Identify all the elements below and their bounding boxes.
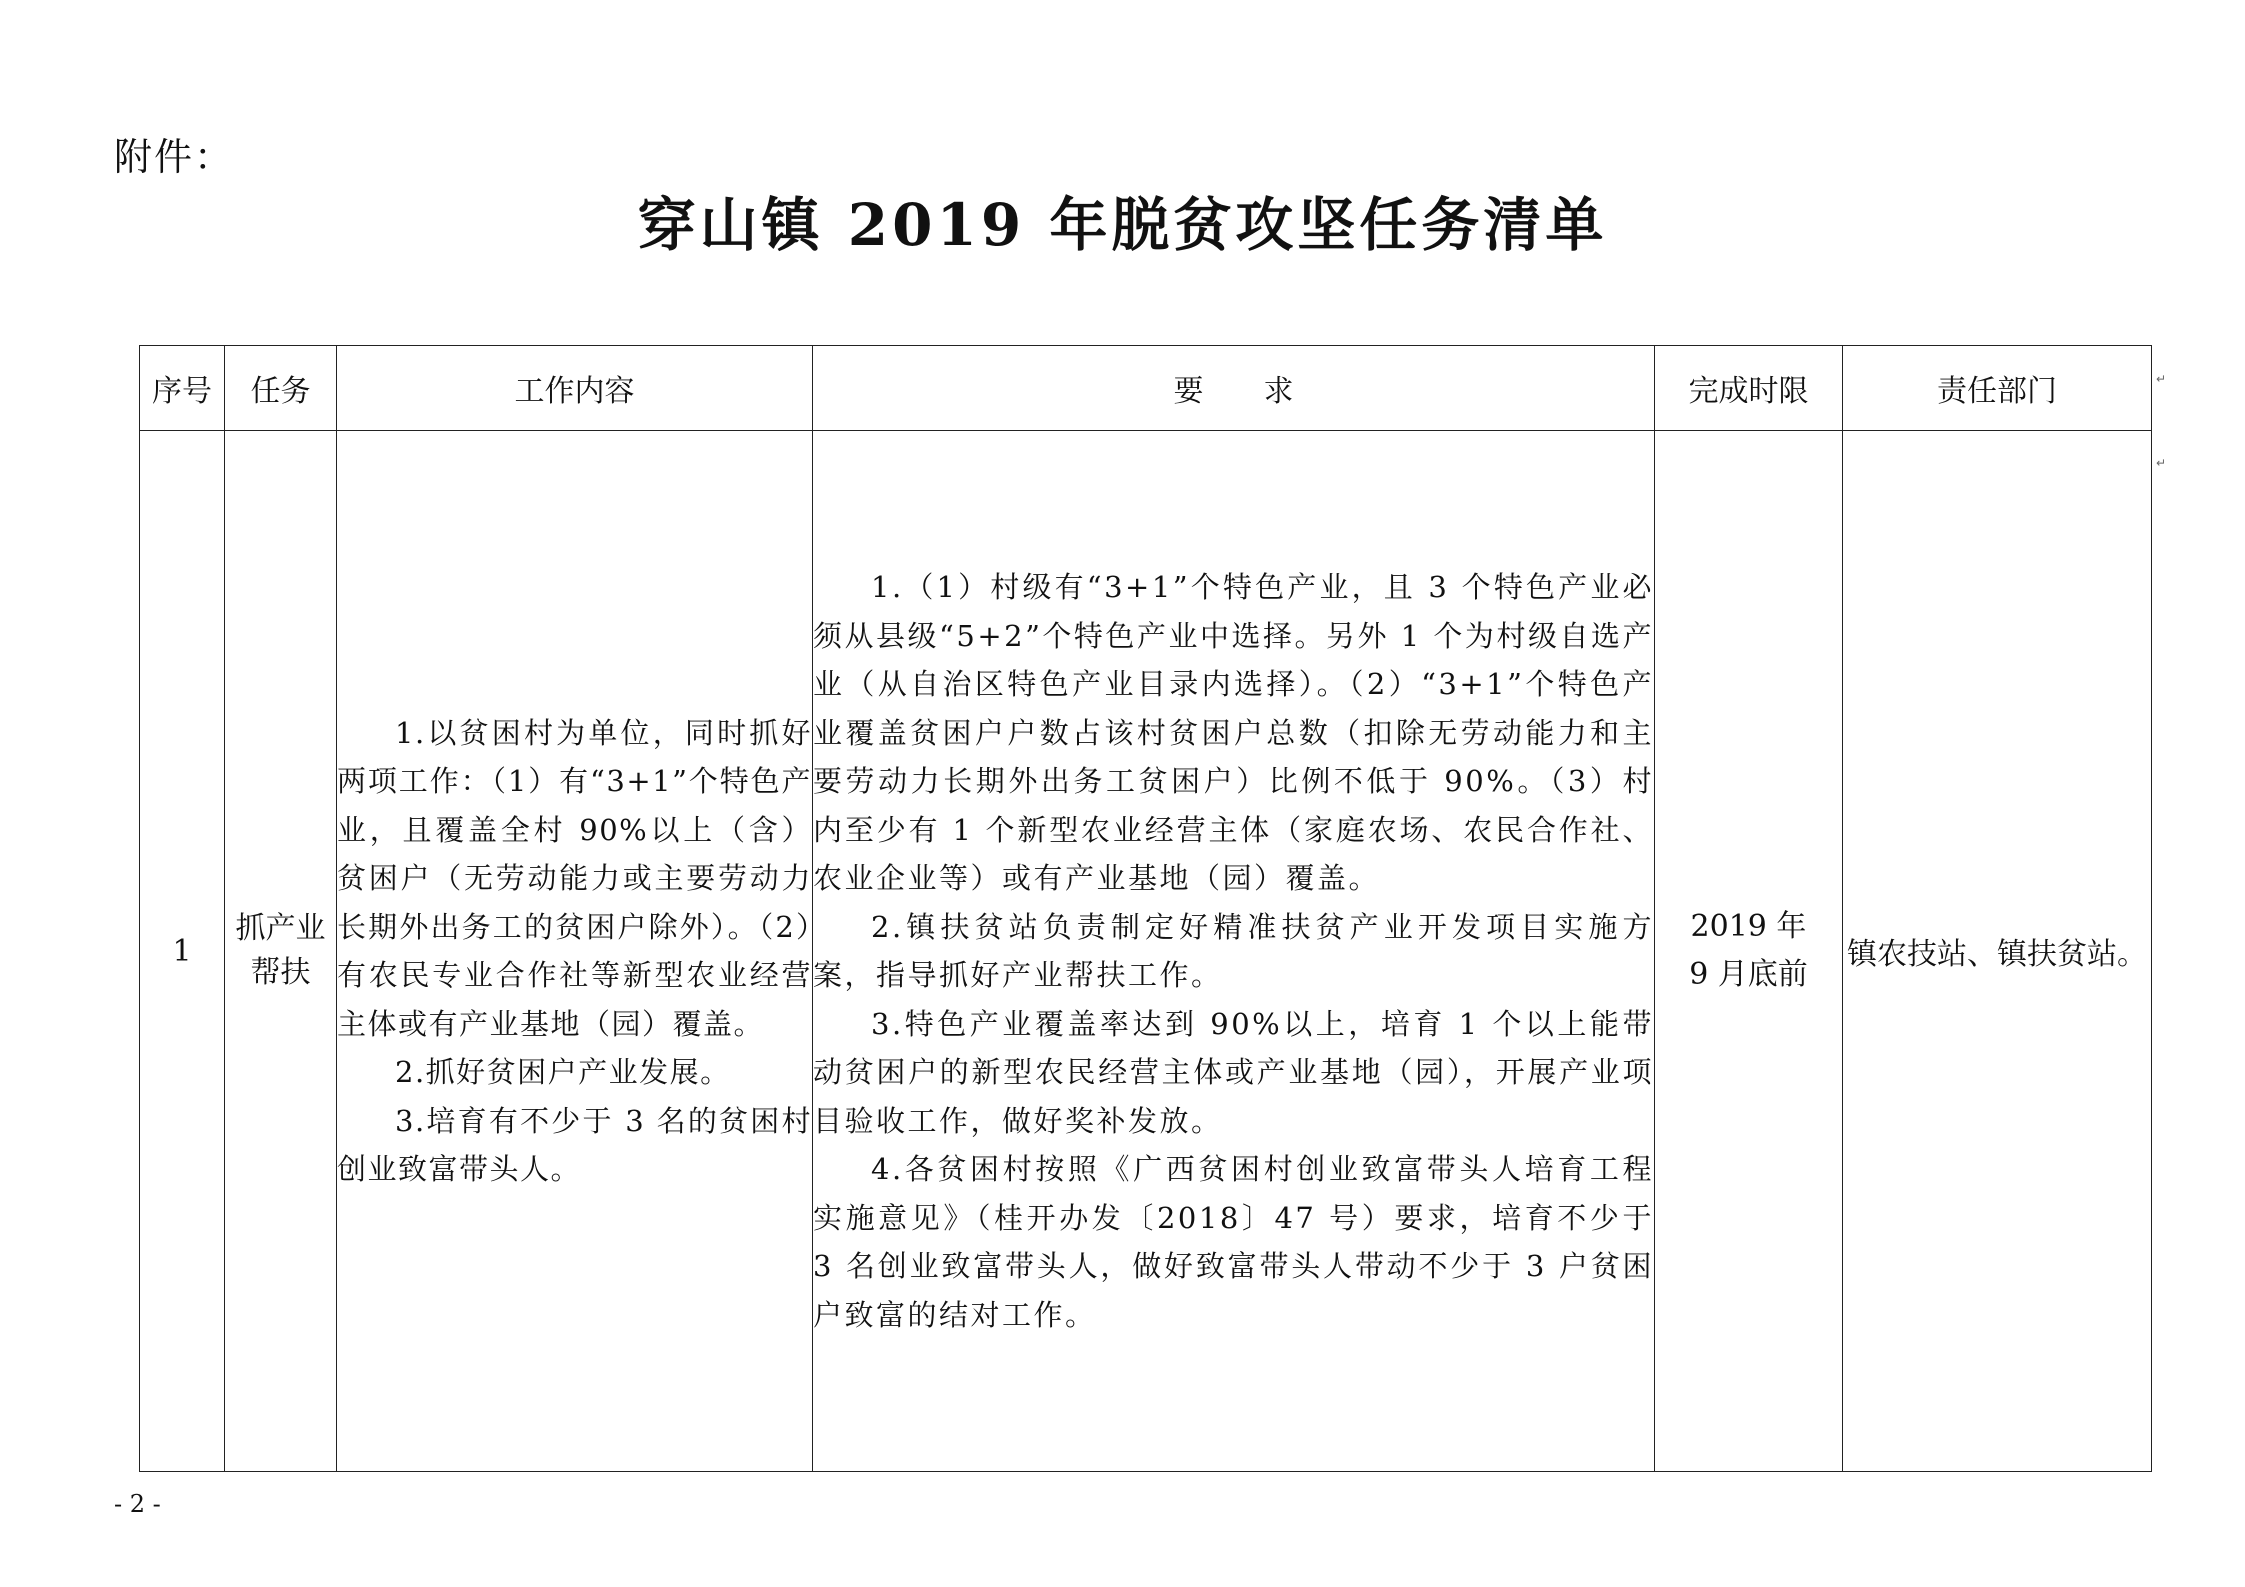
table-header-row [140, 346, 2152, 431]
column-header-requirements: 要 求 [813, 346, 1655, 431]
cell-task [225, 431, 337, 1472]
paragraph-mark-icon: ↵ [2156, 456, 2167, 470]
task-list-table [139, 345, 2152, 1472]
attachment-label: 附件： [114, 135, 235, 179]
deadline-line: 2019 年 [1690, 909, 1807, 944]
column-header-department: 责任部门 [1843, 346, 2152, 431]
cell-department: 镇农技站、镇扶贫站。 [1843, 431, 2152, 1472]
column-header-seq: 序号 [140, 346, 225, 431]
document-title: 穿山镇 2019 年脱贫攻坚任务清单 [637, 191, 1608, 259]
cell-seq: 1 [140, 431, 225, 1472]
requirement-paragraph: 2.镇扶贫站负责制定好精准扶贫产业开发项目实施方案，指导抓好产业帮扶工作。 [813, 909, 1654, 992]
content-paragraph: 2.抓好贫困户产业发展。 [395, 1055, 731, 1089]
requirement-paragraph: 3.特色产业覆盖率达到 90%以上，培育 1 个以上能带动贫困户的新型农民经营主体或产业基地（园），开展产业项目验收工作，做好奖补发放。 [813, 1006, 1654, 1138]
column-header-task: 任务 [225, 346, 337, 431]
column-header-content: 工作内容 [337, 346, 813, 431]
requirement-paragraph: 1.（1）村级有“3+1”个特色产业，且 3 个特色产业必须从县级“5+2”个特色产业中选择。另外 1 个为村级自选产业（从自治区特色产业目录内选择）。（2）“3+1”个特色产业覆盖贫困户户数占该村贫困户总数（扣除无劳动能力和主要劳动力长期外出务工贫困户）比例不低于 90%。（3）村内至少有 1 个新型农业经营主体（家庭农场、农民合作社、农业企业等）或有产业基地（园）覆盖。 [813, 570, 1654, 895]
cell-deadline [1655, 431, 1843, 1472]
cell-work-content [337, 431, 813, 1472]
page-number: - 2 - [114, 1490, 161, 1518]
table-row [140, 431, 2152, 1472]
content-paragraph: 1.以贫困村为单位，同时抓好两项工作：（1）有“3+1”个特色产业，且覆盖全村 90%以上（含）贫困户（无劳动能力或主要劳动力长期外出务工的贫困户除外）。（2）有农民专业合作社等新型农业经营主体或有产业基地（园）覆盖。 [337, 715, 812, 1041]
task-line: 抓产业 [235, 911, 326, 946]
cell-requirements [813, 431, 1655, 1472]
requirement-paragraph: 4.各贫困村按照《广西贫困村创业致富带头人培育工程实施意见》（桂开办发〔2018〕47 号）要求，培育不少于 3 名创业致富带头人，做好致富带头人带动不少于 3 户贫困户致富的结对工作。 [813, 1152, 1654, 1332]
deadline-line: 9 月底前 [1689, 957, 1808, 992]
column-header-deadline: 完成时限 [1655, 346, 1843, 431]
content-paragraph: 3.培育有不少于 3 名的贫困村创业致富带头人。 [337, 1103, 812, 1186]
paragraph-mark-icon: ↵ [2156, 372, 2167, 386]
task-line: 帮扶 [250, 955, 311, 990]
